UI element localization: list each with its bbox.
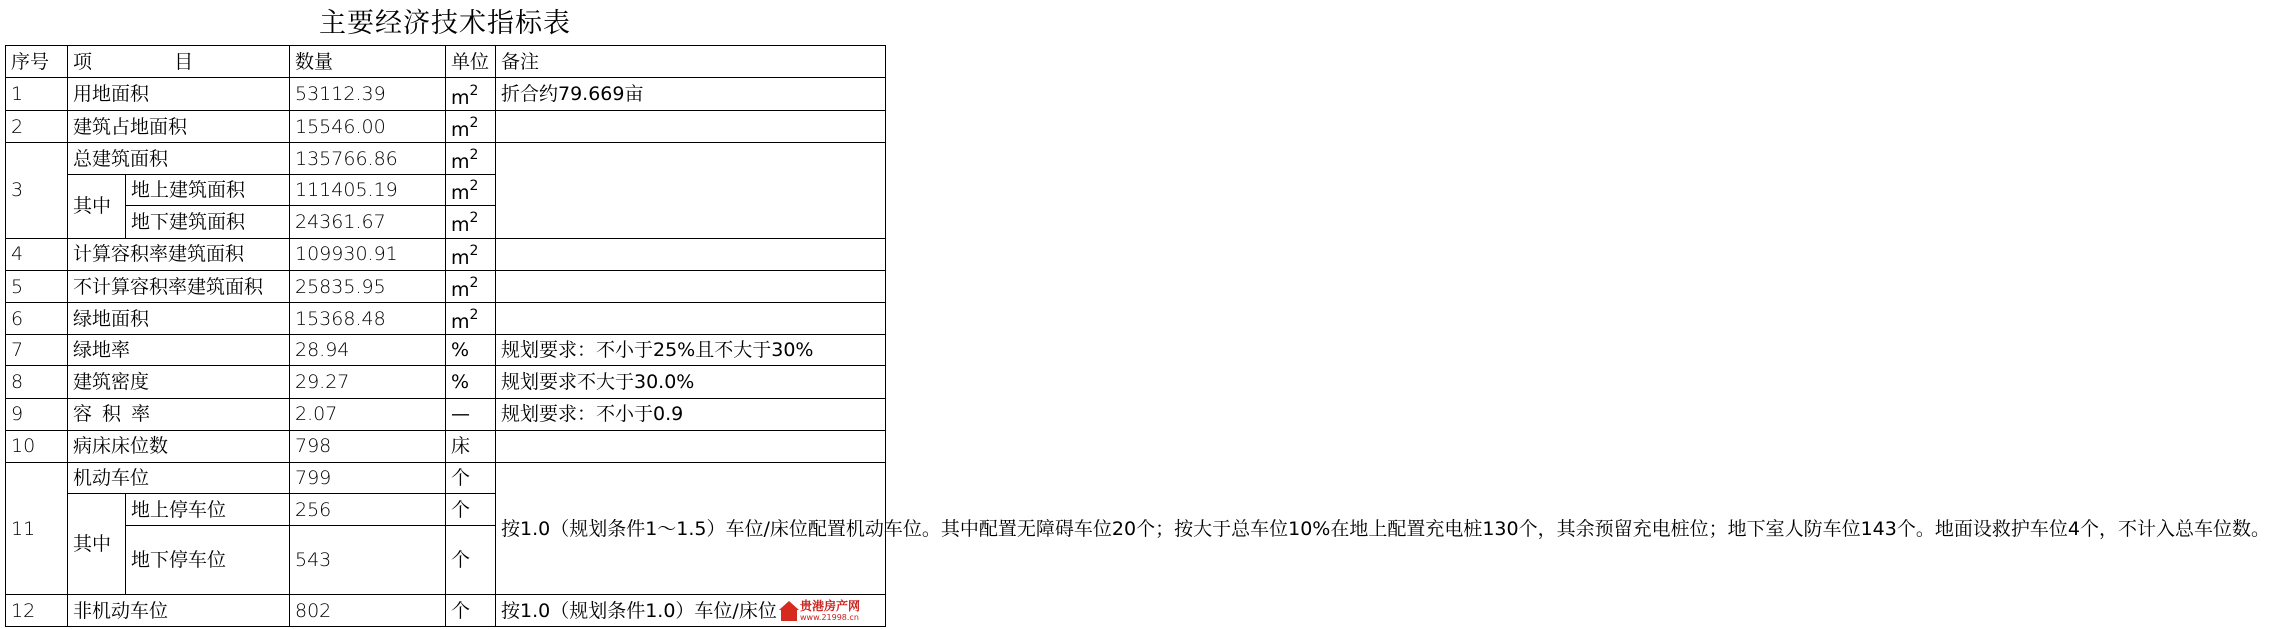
row-note — [496, 271, 886, 303]
row-note — [496, 238, 886, 270]
subrow-qty: 111405.19 — [290, 174, 446, 205]
row-qty: 2.07 — [290, 398, 446, 430]
row-unit: 床 — [446, 431, 496, 462]
row-no: 8 — [6, 366, 68, 398]
row-unit: $m^2$ — [446, 110, 496, 142]
row-unit: $m^2$ — [446, 143, 496, 174]
subrow-qty: 543 — [290, 526, 446, 595]
row-qty: 15546.00 — [290, 110, 446, 142]
header-qty: 数量 — [290, 46, 446, 78]
table-row — [6, 271, 886, 303]
indicator-table — [5, 45, 2270, 627]
subrow-unit: 个 — [446, 494, 496, 526]
row-unit: % — [446, 366, 496, 398]
subrow-item: 地上停车位 — [126, 494, 290, 526]
table-row — [6, 595, 886, 627]
row-item: 建筑占地面积 — [68, 110, 290, 142]
row-no: 5 — [6, 271, 68, 303]
header-note: 备注 — [496, 46, 886, 78]
watermark-url: www.21998.cn — [800, 613, 859, 622]
row-no: 7 — [6, 334, 68, 365]
row-note: 规划要求不大于30.0% — [496, 366, 886, 398]
row-item: 病床床位数 — [68, 431, 290, 462]
row-note: 按1.0（规划条件1～1.5）车位/床位配置机动车位。其中配置无障碍车位20个；按大于总车位10%在地上配置充电桩130个，其余预留充电桩位；地下室人防车位143个。地面设救护车位4个，不计入总车位数。 — [496, 462, 886, 595]
row-qty: 53112.39 — [290, 78, 446, 110]
row-no: 12 — [6, 595, 68, 627]
row-group-label: 其中 — [68, 494, 126, 595]
table-row — [6, 110, 886, 142]
watermark-name: 贵港房产网 — [800, 599, 861, 613]
table-row — [6, 78, 886, 110]
row-item: 建筑密度 — [68, 366, 290, 398]
subrow-unit: $m^2$ — [446, 174, 496, 205]
row-unit: $m^2$ — [446, 238, 496, 270]
row-unit: $m^2$ — [446, 271, 496, 303]
subrow-item: 地上建筑面积 — [126, 174, 290, 205]
row-no: 6 — [6, 303, 68, 334]
row-item: 容 积 率 — [68, 398, 290, 430]
row-no: 3 — [6, 143, 68, 238]
row-unit: $m^2$ — [446, 303, 496, 334]
row-no: 9 — [6, 398, 68, 430]
table-row — [6, 431, 886, 462]
row-item: 机动车位 — [68, 462, 290, 493]
row-note: 规划要求：不小于0.9 — [496, 398, 886, 430]
header-item-a: 项 — [73, 50, 93, 73]
table-header-row — [6, 46, 886, 78]
row-qty: 109930.91 — [290, 238, 446, 270]
header-unit: 单位 — [446, 46, 496, 78]
header-item — [68, 46, 290, 78]
row-note: 按1.0（规划条件1.0）车位/床位 — [496, 595, 886, 627]
subrow-unit: 个 — [446, 526, 496, 595]
row-note — [496, 303, 886, 334]
page-title: 主要经济技术指标表 — [319, 8, 571, 39]
row-note — [496, 431, 886, 462]
row-item: 绿地面积 — [68, 303, 290, 334]
row-qty: 135766.86 — [290, 143, 446, 174]
subrow-qty: 256 — [290, 494, 446, 526]
row-unit: % — [446, 334, 496, 365]
row-qty: 29.27 — [290, 366, 446, 398]
row-qty: 15368.48 — [290, 303, 446, 334]
row-qty: 802 — [290, 595, 446, 627]
row-item: 绿地率 — [68, 334, 290, 365]
table-row — [6, 334, 886, 365]
row-qty: 799 — [290, 462, 446, 493]
subrow-unit: $m^2$ — [446, 206, 496, 238]
subrow-item: 地下建筑面积 — [126, 206, 290, 238]
table-row — [6, 366, 886, 398]
table-row — [6, 462, 886, 493]
row-qty: 798 — [290, 431, 446, 462]
row-item: 不计算容积率建筑面积 — [68, 271, 290, 303]
row-qty: 28.94 — [290, 334, 446, 365]
row-unit: — — [446, 398, 496, 430]
table-row — [6, 143, 886, 174]
subrow-qty: 24361.67 — [290, 206, 446, 238]
row-no: 2 — [6, 110, 68, 142]
row-note — [496, 110, 886, 142]
row-group-label: 其中 — [68, 174, 126, 238]
row-no: 11 — [6, 462, 68, 595]
header-no: 序号 — [6, 46, 68, 78]
row-note: 规划要求：不小于25%且不大于30% — [496, 334, 886, 365]
row-no: 1 — [6, 78, 68, 110]
house-logo-icon — [780, 603, 798, 621]
row-item: 计算容积率建筑面积 — [68, 238, 290, 270]
table-row — [6, 398, 886, 430]
row-unit: 个 — [446, 595, 496, 627]
header-item-b: 目 — [174, 50, 194, 73]
row-note: 折合约79.669亩 — [496, 78, 886, 110]
row-item: 非机动车位 — [68, 595, 290, 627]
row-no: 4 — [6, 238, 68, 270]
subrow-item: 地下停车位 — [126, 526, 290, 595]
watermark — [780, 599, 884, 625]
row-note — [496, 143, 886, 238]
table-row — [6, 303, 886, 334]
row-item: 总建筑面积 — [68, 143, 290, 174]
row-no: 10 — [6, 431, 68, 462]
row-item: 用地面积 — [68, 78, 290, 110]
table-row — [6, 238, 886, 270]
row-unit: $m^2$ — [446, 78, 496, 110]
row-qty: 25835.95 — [290, 271, 446, 303]
row-unit: 个 — [446, 462, 496, 493]
